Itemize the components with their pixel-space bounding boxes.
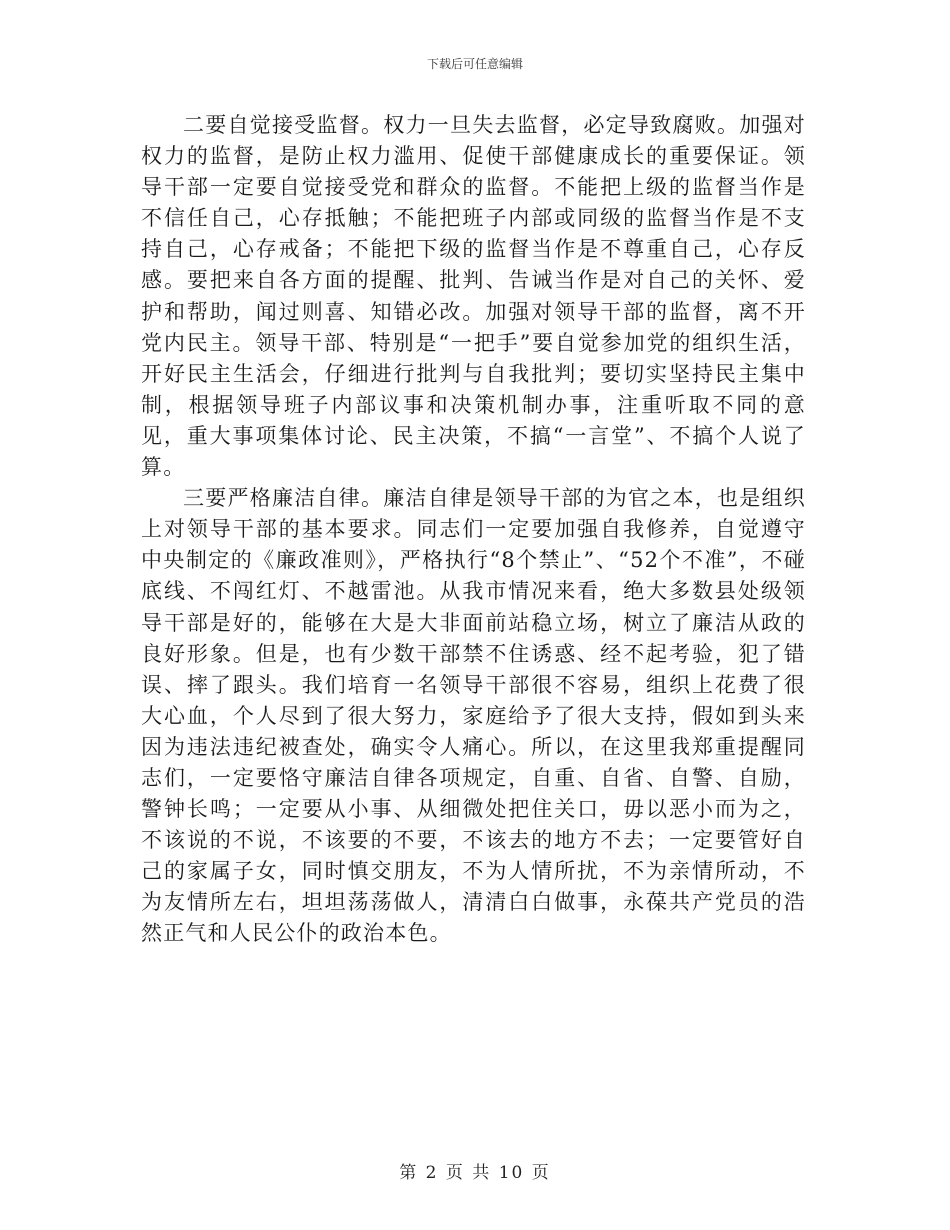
paragraph-supervision: 二要自觉接受监督。权力一旦失去监督，必定导致腐败。加强对权力的监督，是防止权力滥用、促使干部健康成长的重要保证。领导干部一定要自觉接受党和群众的监督。不能把上级的监督当作是不信任自己，心存抵触；不能把班子内部或同级的监督当作是不支持自己，心存戒备；不能把下级的监督当作是不尊重自己，心存反感。要把来自各方面的提醒、批判、告诫当作是对自己的关怀、爱护和帮助，闻过则喜、知错必改。加强对领导干部的监督，离不开党内民主。领导干部、特别是“一把手”要自觉参加党的组织生活，开好民主生活会，仔细进行批判与自我批判；要切实坚持民主集中制，根据领导班子内部议事和决策机制办事，注重听取不同的意见，重大事项集体讨论、民主决策，不搞“一言堂”、不搞个人说了算。 <box>141 113 806 480</box>
page-header: 下载后可任意编辑 <box>426 57 523 71</box>
paragraph-self-discipline: 三要严格廉洁自律。廉洁自律是领导干部的为官之本，也是组织上对领导干部的基本要求。同志们一定要加强自我修养，自觉遵守中央制定的《廉政准则》，严格执行“8个禁止”、“52个不准”，不碰底线、不闯红灯、不越雷池。从我市情况来看，绝大多数县处级领导干部是好的，能够在大是大非面前站稳立场，树立了廉洁从政的良好形象。但是，也有少数干部禁不住诱惑、经不起考验，犯了错误、摔了跟头。我们培育一名领导干部很不容易，组织上花费了很大心血，个人尽到了很大努力，家庭给予了很大支持，假如到头来因为违法违纪被查处，确实令人痛心。所以，在这里我郑重提醒同志们，一定要恪守廉洁自律各项规定，自重、自省、自警、自励，警钟长鸣；一定要从小事、从细微处把住关口，毋以恶小而为之，不该说的不说，不该要的不要，不该去的地方不去；一定要管好自己的家属子女，同时慎交朋友，不为人情所扰，不为亲情所动，不为友情所左右，坦坦荡荡做人，清清白白做事，永葆共产党员的浩然正气和人民公仆的政治本色。 <box>141 486 806 946</box>
page-footer: 第 2 页 共 10 页 <box>399 1163 551 1183</box>
document-body <box>141 110 806 950</box>
